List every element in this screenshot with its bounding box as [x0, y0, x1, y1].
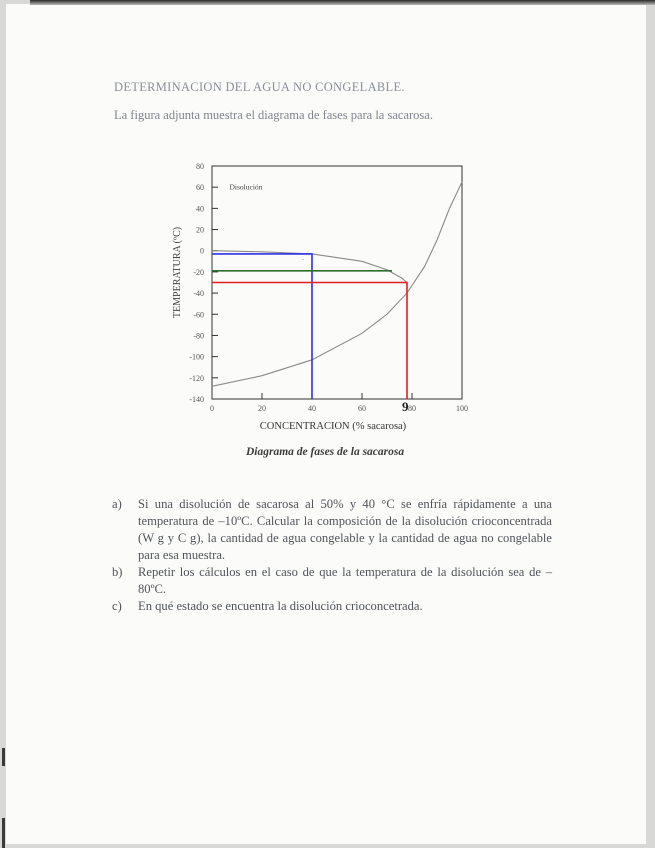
phase-diagram-svg [150, 150, 490, 450]
figure-caption: Diagrama de fases de la sacarosa [246, 446, 405, 458]
phase-curve [212, 251, 407, 283]
region-label: Disolución [229, 182, 263, 192]
phase-curve [212, 182, 462, 386]
question-text: Si una disolución de sacarosa al 50% y 40 °C se enfría rápidamente a una temperatura de –10ºC. Calcular la composición de la disolución crioconcentrada (W g y C g), la cantidad de agua congelable y la cantidad de agua no congelable para esa muestra. [138, 497, 552, 562]
y-tick-label: -140 [189, 395, 204, 404]
question-letter: b) [112, 565, 123, 579]
question-b [112, 564, 552, 598]
question-a [112, 496, 552, 564]
question-text: Repetir los cálculos en el caso de que la temperatura de la disolución sea de –80ºC. [138, 565, 552, 596]
y-tick-label: -80 [193, 331, 204, 341]
question-text: En qué estado se encuentra la disolución crioconcetrada. [138, 599, 423, 613]
small-mark: - [302, 257, 304, 264]
x-tick-label: 40 [308, 404, 316, 413]
document-heading: DETERMINACION DEL AGUA NO CONGELABLE. [114, 80, 405, 94]
question-list [112, 496, 552, 615]
scan-mark [2, 818, 5, 848]
y-axis-label: TEMPERATURA (ºC) [172, 226, 183, 319]
phase-diagram [150, 150, 490, 450]
y-tick-label: 0 [200, 246, 204, 256]
x-tick-label: 20 [258, 404, 266, 413]
x-axis-label: CONCENTRACION (% sacarosa) [259, 421, 407, 432]
scan-edge [30, 0, 655, 5]
question-c [112, 598, 552, 615]
x-tick-label: 80 [408, 404, 416, 413]
y-tick-label: -20 [193, 267, 204, 277]
y-tick-label: -40 [193, 289, 204, 299]
question-letter: c) [112, 599, 122, 613]
y-tick-label: 20 [196, 225, 204, 235]
x-tick-label: 60 [358, 404, 366, 413]
y-tick-label: -100 [189, 352, 204, 362]
construction-line [212, 283, 407, 400]
y-tick-label: -120 [189, 373, 204, 383]
question-letter: a) [112, 497, 122, 511]
y-tick-label: -60 [193, 310, 204, 320]
y-tick-label: 60 [196, 183, 204, 193]
x-tick-label: 100 [456, 404, 468, 413]
y-tick-label: 40 [196, 204, 204, 214]
x-tick-label: 0 [210, 404, 214, 413]
scan-mark [2, 748, 5, 766]
y-tick-label: 80 [196, 162, 204, 171]
construction-line [212, 254, 312, 399]
handwritten-mark: 9 [402, 399, 409, 414]
intro-text: La figura adjunta muestra el diagrama de fases para la sacarosa. [114, 108, 433, 122]
